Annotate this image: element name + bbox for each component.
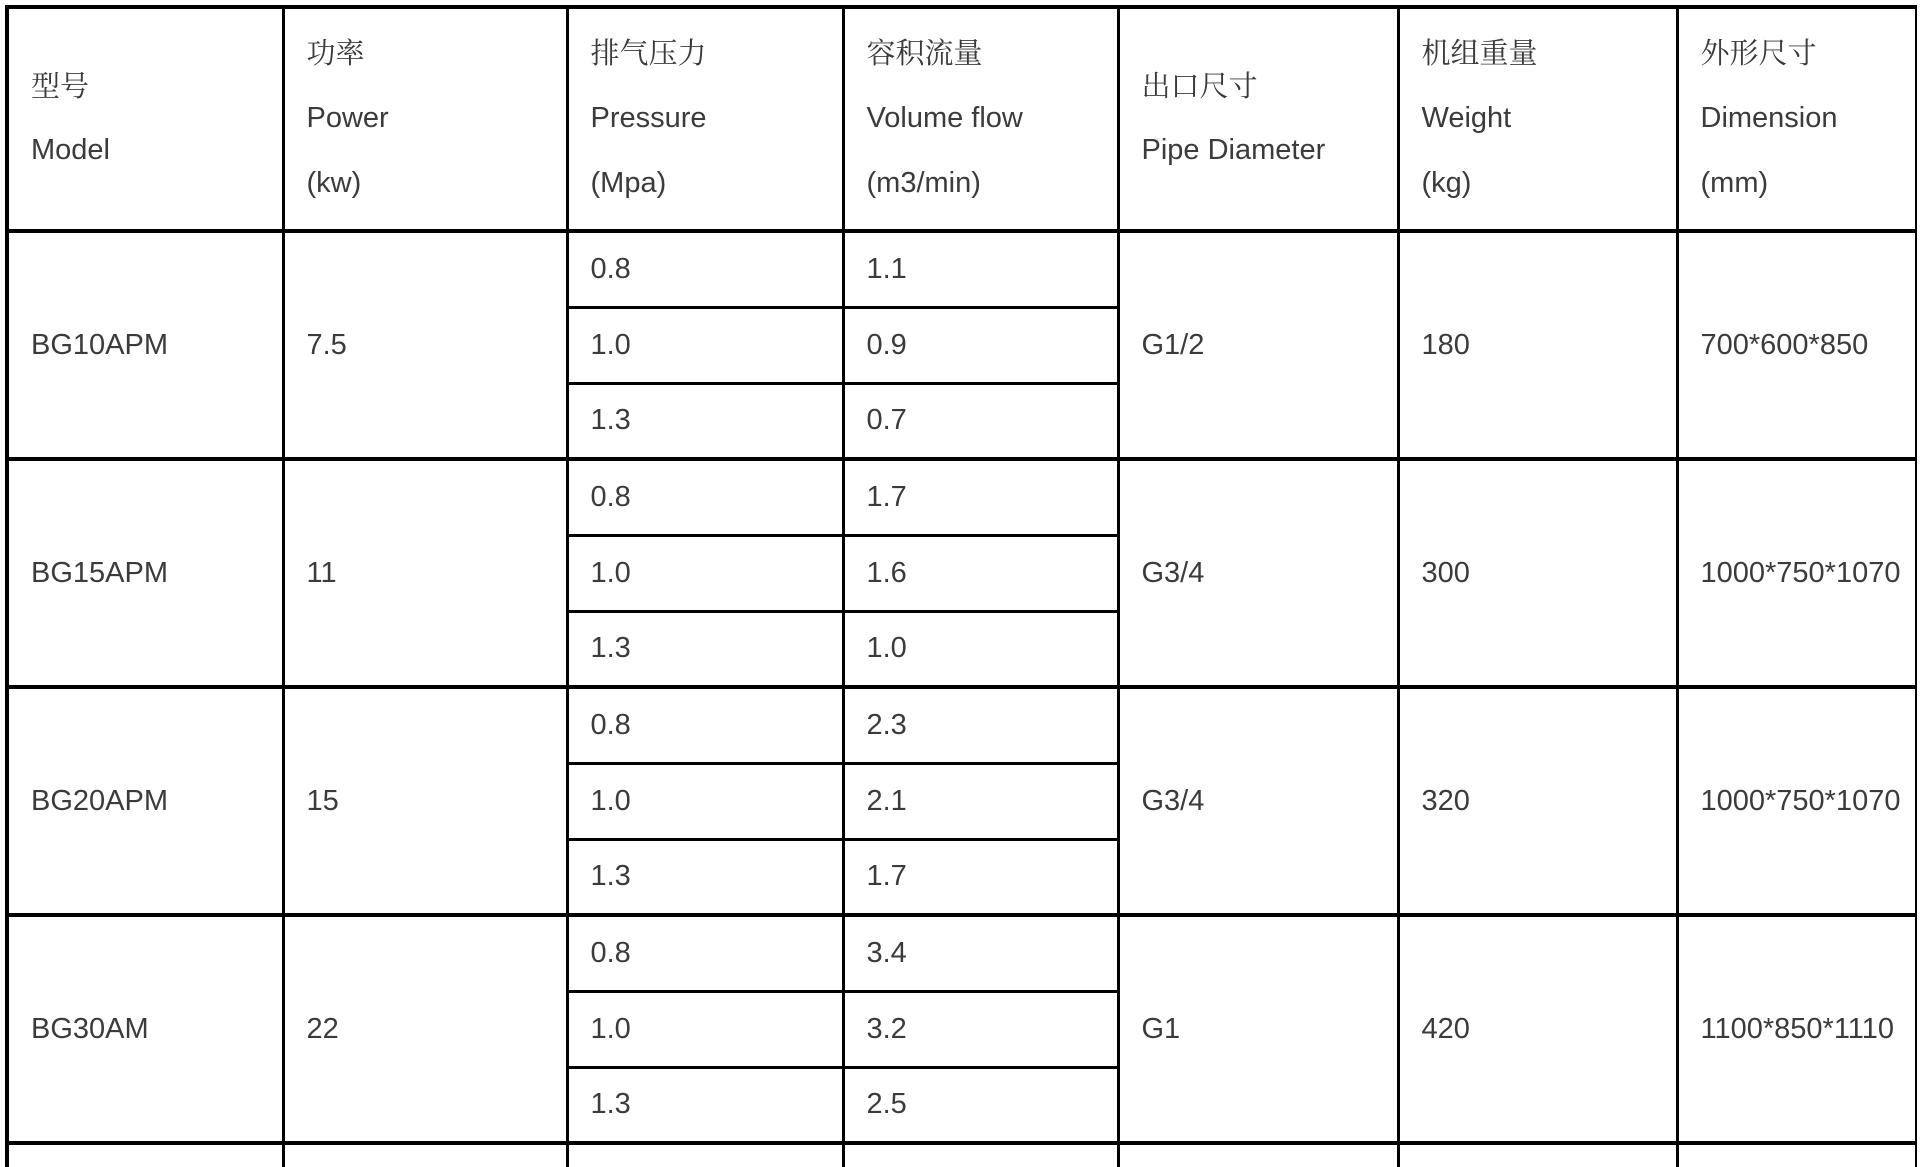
spec-table [5,5,1917,1167]
cell-volume-flow: 1.6 [843,535,1118,611]
cell-empty [283,1143,567,1167]
cell-pipe-diameter: G1 [1118,915,1398,1143]
cell-empty [843,1143,1118,1167]
cell-dimension: 1000*750*1070 [1677,459,1917,687]
cell-empty [567,1143,843,1167]
header-pressure-unit: (Mpa) [590,166,667,199]
cell-pressure: 0.8 [567,915,843,991]
header-dimension-unit: (mm) [1700,166,1769,199]
cell-model: BG15APM [7,459,283,687]
header-power [283,7,567,231]
header-dimension [1677,7,1917,231]
cell-power: 11 [283,459,567,687]
header-pressure-en: Pressure [590,102,707,135]
header-volume-flow-zh: 容积流量 [866,37,983,70]
cell-power: 7.5 [283,231,567,459]
cell-volume-flow: 1.0 [843,611,1118,687]
cell-volume-flow: 1.7 [843,839,1118,915]
cell-pressure: 1.3 [567,383,843,459]
header-weight-en: Weight [1421,102,1512,135]
cell-pressure: 0.8 [567,459,843,535]
cell-volume-flow: 1.1 [843,231,1118,307]
cell-pressure: 1.0 [567,991,843,1067]
cell-pipe-diameter: G1/2 [1118,231,1398,459]
cell-pressure: 1.3 [567,839,843,915]
cell-model: BG10APM [7,231,283,459]
cell-pressure: 1.0 [567,763,843,839]
table-row [7,231,1917,307]
header-volume-flow [843,7,1118,231]
cell-empty [1118,1143,1398,1167]
table-row [7,687,1917,763]
cell-volume-flow: 2.5 [843,1067,1118,1143]
header-power-unit: (kw) [306,166,362,199]
cell-pressure: 1.3 [567,611,843,687]
cell-dimension: 1100*850*1110 [1677,915,1917,1143]
header-model-zh: 型号 [31,71,90,104]
cell-volume-flow: 3.2 [843,991,1118,1067]
header-pipe-diameter-en: Pipe Diameter [1141,133,1326,166]
cell-power: 22 [283,915,567,1143]
header-weight [1398,7,1677,231]
header-volume-flow-en: Volume flow [866,102,1023,135]
cell-volume-flow: 2.1 [843,763,1118,839]
header-dimension-en: Dimension [1700,102,1838,135]
header-pipe-diameter [1118,7,1398,231]
cell-volume-flow: 2.3 [843,687,1118,763]
cell-model: BG30AM [7,915,283,1143]
cell-dimension: 1000*750*1070 [1677,687,1917,915]
cell-volume-flow: 3.4 [843,915,1118,991]
header-pressure-zh: 排气压力 [590,37,707,70]
cell-weight: 180 [1398,231,1677,459]
cell-empty [1677,1143,1917,1167]
cell-pressure: 1.0 [567,535,843,611]
cell-power: 15 [283,687,567,915]
header-power-en: Power [306,102,389,135]
header-power-zh: 功率 [306,37,365,70]
header-model-en: Model [31,133,110,166]
header-volume-flow-unit: (m3/min) [866,166,981,199]
header-dimension-zh: 外形尺寸 [1700,37,1817,70]
spec-table-container [5,5,1917,1167]
header-model [7,7,283,231]
header-pipe-diameter-zh: 出口尺寸 [1141,71,1258,104]
table-row [7,915,1917,991]
header-row [7,7,1917,231]
cell-weight: 300 [1398,459,1677,687]
cell-empty [1398,1143,1677,1167]
header-weight-unit: (kg) [1421,166,1472,199]
cell-weight: 320 [1398,687,1677,915]
cell-volume-flow: 0.9 [843,307,1118,383]
cell-empty [7,1143,283,1167]
cell-volume-flow: 0.7 [843,383,1118,459]
cell-pressure: 0.8 [567,231,843,307]
cell-pressure: 1.3 [567,1067,843,1143]
cell-model: BG20APM [7,687,283,915]
table-row [7,459,1917,535]
cell-volume-flow: 1.7 [843,459,1118,535]
cell-pipe-diameter: G3/4 [1118,687,1398,915]
table-row-cutoff [7,1143,1917,1167]
header-weight-zh: 机组重量 [1421,37,1538,70]
cell-pressure: 0.8 [567,687,843,763]
cell-pipe-diameter: G3/4 [1118,459,1398,687]
cell-pressure: 1.0 [567,307,843,383]
header-pressure [567,7,843,231]
cell-dimension: 700*600*850 [1677,231,1917,459]
cell-weight: 420 [1398,915,1677,1143]
